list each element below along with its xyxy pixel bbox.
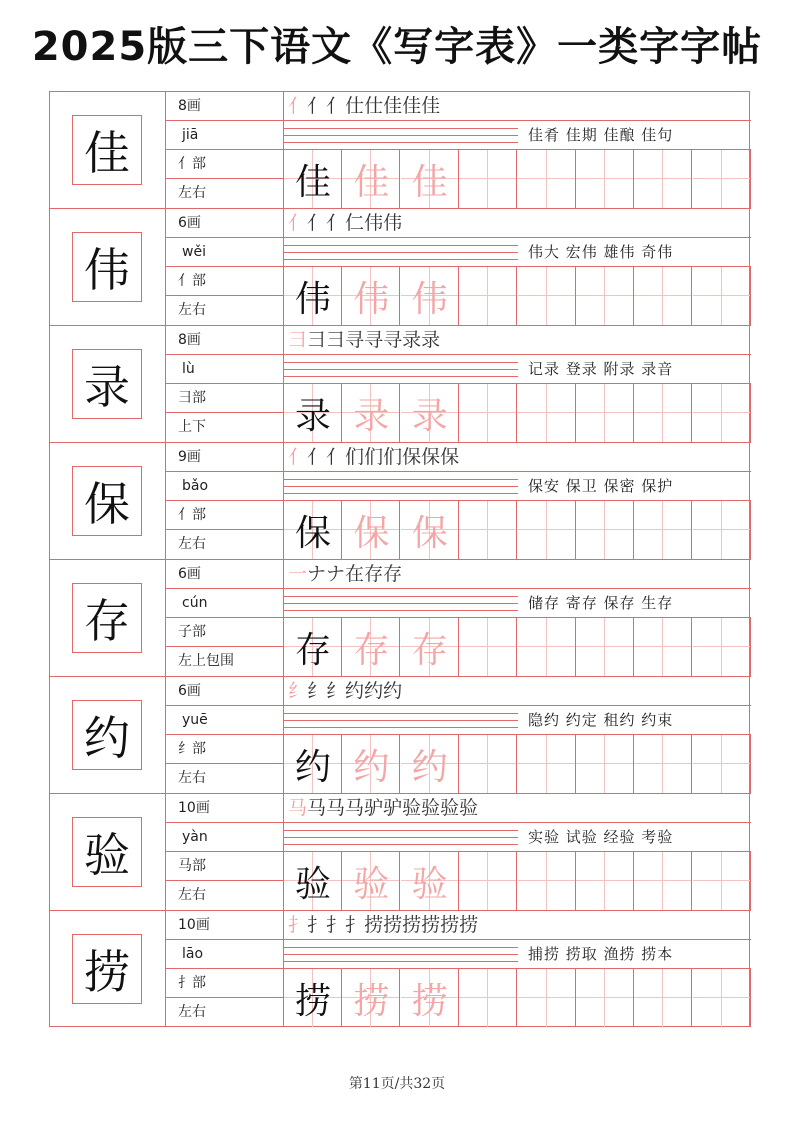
trace-char: 捞 xyxy=(353,980,390,1022)
grid-cell[interactable] xyxy=(576,267,634,325)
main-char: 存 xyxy=(72,583,142,653)
grid-cell[interactable] xyxy=(459,852,517,910)
stroke-order xyxy=(284,560,751,589)
grid-cell[interactable] xyxy=(401,618,459,676)
stroke-step: 彐 xyxy=(288,329,308,351)
grid-cell[interactable] xyxy=(693,150,751,208)
stroke-step: 亻 xyxy=(288,212,308,234)
grid-cell[interactable] xyxy=(576,969,634,1027)
model-char: 存 xyxy=(294,629,331,671)
stroke-step: 验 xyxy=(402,797,422,819)
stroke-order xyxy=(284,443,751,472)
stroke-step: 纟 xyxy=(307,680,327,702)
main-char-cell xyxy=(50,209,166,325)
stroke-step: 仕 xyxy=(345,95,365,117)
stroke-step: ナ xyxy=(307,563,327,585)
pinyin: lāo xyxy=(166,940,283,969)
stroke-step: 在 xyxy=(345,563,365,585)
model-char: 佳 xyxy=(294,161,331,203)
pinyin-lines xyxy=(284,706,518,735)
grid-cell[interactable] xyxy=(518,384,576,442)
grid-cell[interactable] xyxy=(693,501,751,559)
model-char: 伟 xyxy=(294,278,331,320)
stroke-step: 约 xyxy=(364,680,384,702)
main-char: 捞 xyxy=(72,934,142,1004)
grid-cell[interactable] xyxy=(284,384,342,442)
main-char-cell xyxy=(50,911,166,1027)
main-char-cell xyxy=(50,794,166,910)
grid-cell[interactable] xyxy=(459,267,517,325)
structure: 左上包围 xyxy=(178,653,234,669)
example-words: 实验 试验 经验 考验 xyxy=(518,823,751,852)
char-block xyxy=(50,677,751,794)
stroke-step: 寻 xyxy=(364,329,384,351)
stroke-step: 录 xyxy=(402,329,422,351)
grid-cell[interactable] xyxy=(459,969,517,1027)
structure: 左右 xyxy=(178,185,206,201)
grid-cell[interactable] xyxy=(284,735,342,793)
char-block xyxy=(50,92,751,209)
structure: 上下 xyxy=(178,419,206,435)
stroke-step: 纟 xyxy=(326,680,346,702)
example-words: 佳肴 佳期 佳酿 佳句 xyxy=(518,121,751,150)
stroke-step: 捞 xyxy=(402,914,422,936)
stroke-count: 10画 xyxy=(166,911,283,940)
stroke-count: 6画 xyxy=(166,677,283,706)
char-block xyxy=(50,560,751,677)
grid-cell[interactable] xyxy=(634,384,692,442)
trace-char: 约 xyxy=(411,746,448,788)
trace-char: 录 xyxy=(411,395,448,437)
stroke-step: 马 xyxy=(345,797,365,819)
main-char: 伟 xyxy=(72,232,142,302)
stroke-step: 彐 xyxy=(326,329,346,351)
radical: 彐部 xyxy=(166,384,283,413)
stroke-order xyxy=(284,209,751,238)
char-info xyxy=(166,443,284,559)
grid-cell[interactable] xyxy=(459,618,517,676)
char-block xyxy=(50,911,751,1028)
trace-char: 保 xyxy=(353,512,390,554)
stroke-step: 寻 xyxy=(345,329,365,351)
stroke-step: 保 xyxy=(421,446,441,468)
stroke-step: 捞 xyxy=(440,914,460,936)
grid-cell[interactable] xyxy=(401,384,459,442)
stroke-step: 亻 xyxy=(326,446,346,468)
stroke-step: 亻 xyxy=(307,95,327,117)
grid-cell[interactable] xyxy=(284,150,342,208)
grid-cell[interactable] xyxy=(284,852,342,910)
stroke-count: 9画 xyxy=(166,443,283,472)
stroke-step: 纟 xyxy=(288,680,308,702)
radical: 纟部 xyxy=(166,735,283,764)
stroke-step: 亻 xyxy=(288,446,308,468)
writing-grid xyxy=(284,267,751,325)
grid-cell[interactable] xyxy=(693,267,751,325)
stroke-step: 驴 xyxy=(364,797,384,819)
main-char-cell xyxy=(50,443,166,559)
stroke-step: 捞 xyxy=(364,914,384,936)
stroke-step: 驴 xyxy=(383,797,403,819)
stroke-step: 扌 xyxy=(326,914,346,936)
grid-cell[interactable] xyxy=(693,852,751,910)
stroke-step: 验 xyxy=(459,797,479,819)
trace-char: 存 xyxy=(411,629,448,671)
main-char: 佳 xyxy=(72,115,142,185)
trace-char: 约 xyxy=(353,746,390,788)
structure: 左右 xyxy=(178,302,206,318)
stroke-step: 亻 xyxy=(307,446,327,468)
stroke-step: 一 xyxy=(288,563,308,585)
grid-cell[interactable] xyxy=(634,852,692,910)
grid-cell[interactable] xyxy=(518,969,576,1027)
main-char-cell xyxy=(50,326,166,442)
stroke-count: 8画 xyxy=(166,92,283,121)
trace-char: 验 xyxy=(411,863,448,905)
stroke-step: 彐 xyxy=(307,329,327,351)
grid-cell[interactable] xyxy=(634,501,692,559)
main-char: 录 xyxy=(72,349,142,419)
grid-cell[interactable] xyxy=(518,267,576,325)
char-info xyxy=(166,911,284,1027)
char-info xyxy=(166,560,284,676)
grid-cell[interactable] xyxy=(693,384,751,442)
char-info xyxy=(166,326,284,442)
stroke-order xyxy=(284,677,751,706)
structure: 左右 xyxy=(178,536,206,552)
grid-cell[interactable] xyxy=(576,735,634,793)
char-block xyxy=(50,794,751,911)
writing-grid xyxy=(284,501,751,559)
stroke-step: 马 xyxy=(307,797,327,819)
grid-cell[interactable] xyxy=(634,735,692,793)
trace-char: 伟 xyxy=(411,278,448,320)
grid-cell[interactable] xyxy=(459,150,517,208)
char-info xyxy=(166,794,284,910)
structure: 左右 xyxy=(178,1004,206,1020)
structure: 左右 xyxy=(178,770,206,786)
grid-cell[interactable] xyxy=(401,969,459,1027)
stroke-step: 约 xyxy=(345,680,365,702)
trace-char: 保 xyxy=(411,512,448,554)
stroke-step: 扌 xyxy=(288,914,308,936)
model-char: 约 xyxy=(294,746,331,788)
stroke-step: 佳 xyxy=(421,95,441,117)
pinyin-lines xyxy=(284,589,518,618)
writing-grid xyxy=(284,618,751,676)
practice-sheet xyxy=(49,91,750,1027)
pinyin: lù xyxy=(166,355,283,384)
grid-cell[interactable] xyxy=(342,735,400,793)
grid-cell[interactable] xyxy=(576,150,634,208)
pinyin: yàn xyxy=(166,823,283,852)
grid-cell[interactable] xyxy=(401,852,459,910)
stroke-step: 佳 xyxy=(402,95,422,117)
grid-cell[interactable] xyxy=(576,384,634,442)
grid-cell[interactable] xyxy=(342,384,400,442)
stroke-step: 伟 xyxy=(364,212,384,234)
stroke-step: 录 xyxy=(421,329,441,351)
grid-cell[interactable] xyxy=(459,735,517,793)
stroke-step: 们 xyxy=(383,446,403,468)
trace-char: 录 xyxy=(353,395,390,437)
stroke-step: 验 xyxy=(421,797,441,819)
stroke-step: 存 xyxy=(383,563,403,585)
grid-cell[interactable] xyxy=(459,384,517,442)
grid-cell[interactable] xyxy=(401,150,459,208)
stroke-count: 8画 xyxy=(166,326,283,355)
main-char: 验 xyxy=(72,817,142,887)
grid-cell[interactable] xyxy=(518,150,576,208)
grid-cell[interactable] xyxy=(342,267,400,325)
pinyin: yuē xyxy=(166,706,283,735)
stroke-order xyxy=(284,92,751,121)
main-char-cell xyxy=(50,92,166,208)
grid-cell[interactable] xyxy=(342,618,400,676)
main-char: 保 xyxy=(72,466,142,536)
radical: 扌部 xyxy=(166,969,283,998)
writing-grid xyxy=(284,150,751,208)
trace-char: 伟 xyxy=(353,278,390,320)
stroke-step: 马 xyxy=(326,797,346,819)
grid-cell[interactable] xyxy=(576,501,634,559)
pinyin-lines xyxy=(284,823,518,852)
char-info xyxy=(166,677,284,793)
char-info xyxy=(166,209,284,325)
stroke-step: 保 xyxy=(440,446,460,468)
pinyin: bǎo xyxy=(166,472,283,501)
example-words: 隐约 约定 租约 约束 xyxy=(518,706,751,735)
example-words: 记录 登录 附录 录音 xyxy=(518,355,751,384)
radical: 亻部 xyxy=(166,267,283,296)
stroke-step: 捞 xyxy=(383,914,403,936)
stroke-step: 约 xyxy=(383,680,403,702)
grid-cell[interactable] xyxy=(342,852,400,910)
grid-cell[interactable] xyxy=(284,969,342,1027)
grid-cell[interactable] xyxy=(342,501,400,559)
writing-grid xyxy=(284,735,751,793)
trace-char: 佳 xyxy=(353,161,390,203)
pinyin-lines xyxy=(284,121,518,150)
stroke-step: 们 xyxy=(345,446,365,468)
stroke-step: 验 xyxy=(440,797,460,819)
grid-cell[interactable] xyxy=(459,501,517,559)
stroke-step: 寻 xyxy=(383,329,403,351)
radical: 马部 xyxy=(166,852,283,881)
stroke-step: 存 xyxy=(364,563,384,585)
grid-cell[interactable] xyxy=(693,735,751,793)
example-words: 储存 寄存 保存 生存 xyxy=(518,589,751,618)
trace-char: 验 xyxy=(353,863,390,905)
stroke-step: 仕 xyxy=(364,95,384,117)
structure: 左右 xyxy=(178,887,206,903)
stroke-step: 保 xyxy=(402,446,422,468)
grid-cell[interactable] xyxy=(634,150,692,208)
main-char-cell xyxy=(50,560,166,676)
grid-cell[interactable] xyxy=(342,969,400,1027)
pinyin-lines xyxy=(284,940,518,969)
stroke-step: 亻 xyxy=(326,95,346,117)
grid-cell[interactable] xyxy=(401,501,459,559)
trace-char: 存 xyxy=(353,629,390,671)
grid-cell[interactable] xyxy=(284,267,342,325)
main-char: 约 xyxy=(72,700,142,770)
grid-cell[interactable] xyxy=(284,618,342,676)
stroke-order xyxy=(284,794,751,823)
stroke-step: ナ xyxy=(326,563,346,585)
char-block xyxy=(50,209,751,326)
grid-cell[interactable] xyxy=(518,852,576,910)
grid-cell[interactable] xyxy=(518,735,576,793)
model-char: 捞 xyxy=(294,980,331,1022)
model-char: 验 xyxy=(294,863,331,905)
example-words: 捕捞 捞取 渔捞 捞本 xyxy=(518,940,751,969)
stroke-step: 扌 xyxy=(345,914,365,936)
stroke-step: 们 xyxy=(364,446,384,468)
model-char: 保 xyxy=(294,512,331,554)
pinyin: wěi xyxy=(166,238,283,267)
page-title: 2025版三下语文《写字表》一类字字帖 xyxy=(31,24,763,70)
grid-cell[interactable] xyxy=(576,618,634,676)
pinyin: cún xyxy=(166,589,283,618)
model-char: 录 xyxy=(294,395,331,437)
grid-cell[interactable] xyxy=(634,267,692,325)
stroke-count: 10画 xyxy=(166,794,283,823)
char-block xyxy=(50,326,751,443)
grid-cell[interactable] xyxy=(284,501,342,559)
trace-char: 捞 xyxy=(411,980,448,1022)
grid-cell[interactable] xyxy=(576,852,634,910)
stroke-step: 扌 xyxy=(307,914,327,936)
main-char-cell xyxy=(50,677,166,793)
page-footer: 第11页/共32页 xyxy=(348,1076,446,1092)
grid-cell[interactable] xyxy=(634,969,692,1027)
grid-cell[interactable] xyxy=(634,618,692,676)
stroke-step: 亻 xyxy=(307,212,327,234)
stroke-count: 6画 xyxy=(166,209,283,238)
stroke-step: 捞 xyxy=(459,914,479,936)
example-words: 保安 保卫 保密 保护 xyxy=(518,472,751,501)
grid-cell[interactable] xyxy=(401,267,459,325)
char-info xyxy=(166,92,284,208)
stroke-step: 佳 xyxy=(383,95,403,117)
grid-cell[interactable] xyxy=(693,618,751,676)
grid-cell[interactable] xyxy=(693,969,751,1027)
grid-cell[interactable] xyxy=(518,501,576,559)
pinyin-lines xyxy=(284,472,518,501)
pinyin-lines xyxy=(284,355,518,384)
radical: 亻部 xyxy=(166,150,283,179)
stroke-step: 捞 xyxy=(421,914,441,936)
stroke-count: 6画 xyxy=(166,560,283,589)
stroke-step: 仁 xyxy=(345,212,365,234)
grid-cell[interactable] xyxy=(401,735,459,793)
stroke-order xyxy=(284,326,751,355)
grid-cell[interactable] xyxy=(518,618,576,676)
stroke-step: 亻 xyxy=(326,212,346,234)
writing-grid xyxy=(284,969,751,1027)
pinyin-lines xyxy=(284,238,518,267)
grid-cell[interactable] xyxy=(342,150,400,208)
stroke-step: 伟 xyxy=(383,212,403,234)
char-block xyxy=(50,443,751,560)
trace-char: 佳 xyxy=(411,161,448,203)
example-words: 伟大 宏伟 雄伟 奇伟 xyxy=(518,238,751,267)
radical: 子部 xyxy=(166,618,283,647)
writing-grid xyxy=(284,852,751,910)
pinyin: jiā xyxy=(166,121,283,150)
stroke-order xyxy=(284,911,751,940)
radical: 亻部 xyxy=(166,501,283,530)
writing-grid xyxy=(284,384,751,442)
stroke-step: 亻 xyxy=(288,95,308,117)
stroke-step: 马 xyxy=(288,797,308,819)
